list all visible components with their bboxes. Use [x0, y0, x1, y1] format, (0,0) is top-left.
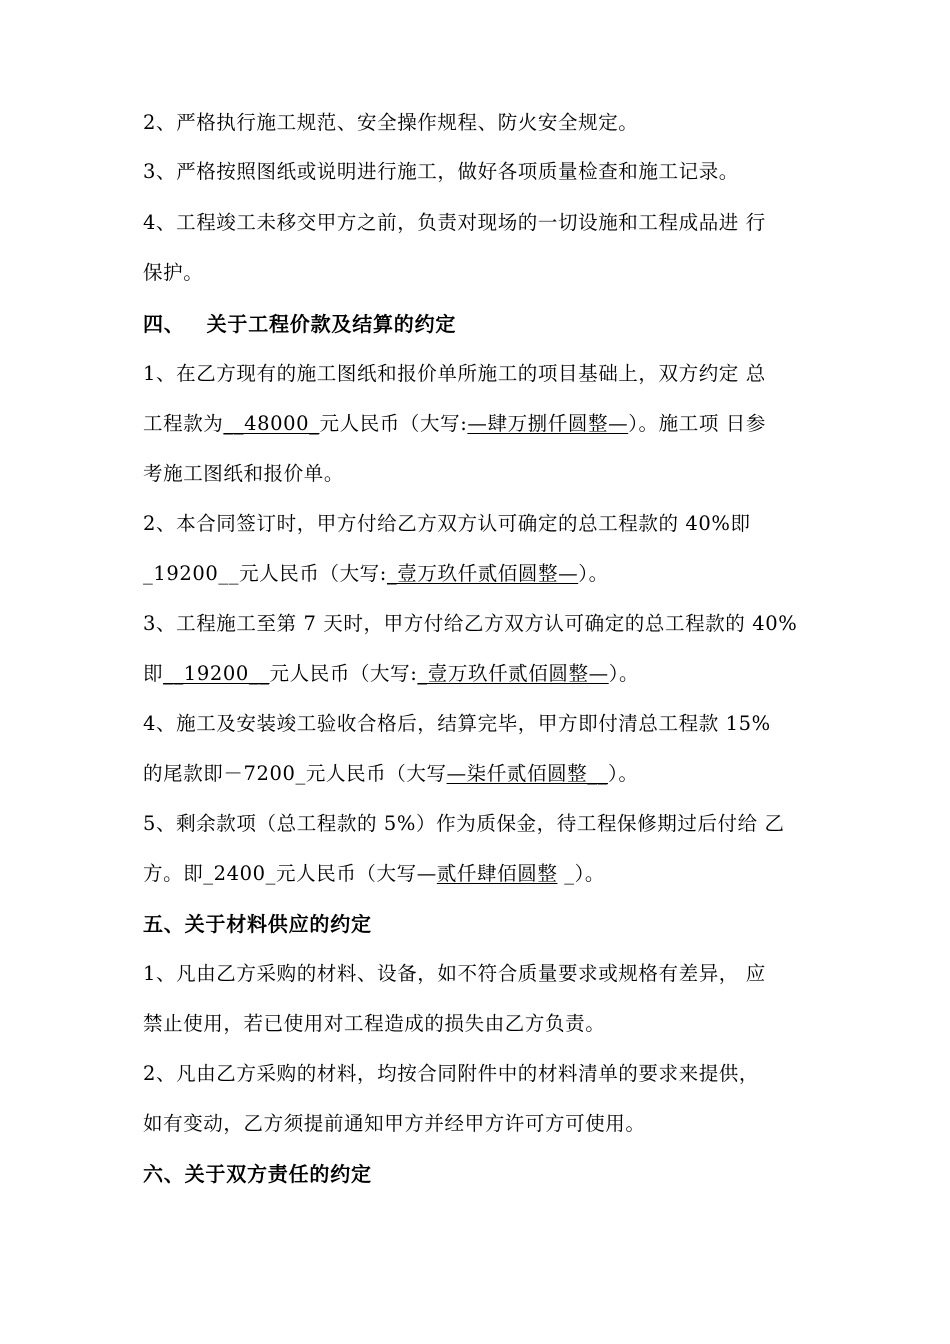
clause-4-item-1-line-2: [143, 411, 823, 437]
clause-3-item-2: 2、严格执行施工规范、安全操作规程、防火安全规定。: [143, 111, 639, 134]
section-5-heading: 五、关于材料供应的约定: [143, 912, 372, 936]
second-payment-amount: __19200__: [163, 662, 270, 685]
text: ）。: [608, 662, 640, 685]
text: ）。: [578, 562, 609, 585]
text: 即: [143, 662, 164, 685]
section-6-heading: 六、关于双方责任的约定: [143, 1162, 372, 1186]
second-payment-uppercase: _壹万玖仟贰佰圆整—: [417, 662, 609, 685]
clause-4-item-3-line-2: [143, 661, 823, 687]
clause-4-item-4-line-1: 4、施工及安装竣工验收合格后，结算完毕，甲方即付清总工程款 15%: [143, 712, 771, 735]
clause-5-item-1-line-2: 禁止使用，若已使用对工程造成的损失由乙方负责。: [143, 1012, 606, 1035]
clause-3-item-4-line-2: 保护。: [143, 261, 204, 284]
clause-5-item-2-line-1: 2、凡由乙方采购的材料，均按合同附件中的材料清单的要求来提供，: [143, 1062, 760, 1085]
text: ）。施工项 日参: [628, 412, 766, 435]
clause-4-item-1-line-3: 考施工图纸和报价单。: [143, 462, 345, 485]
clause-4-item-3-line-1: 3、工程施工至第 7 天时，甲方付给乙方双方认可确定的总工程款的 40%: [143, 612, 798, 635]
retention-uppercase: 贰仟肆佰圆整: [436, 862, 558, 885]
clause-4-item-4-line-2: [143, 761, 823, 787]
clause-5-item-2-line-2: 如有变动，乙方须提前通知甲方并经甲方许可方可使用。: [143, 1112, 646, 1135]
text: 方。即_2400_元人民币（大写—: [143, 862, 437, 885]
total-amount: __48000_: [223, 412, 320, 435]
section-4-heading: [143, 311, 823, 337]
text: 工程款为: [143, 412, 224, 435]
clause-4-item-2-line-1: 2、本合同签订时，甲方付给乙方双方认可确定的总工程款的 40%即: [143, 512, 751, 535]
clause-4-item-1-line-1: 1、在乙方现有的施工图纸和报价单所施工的项目基础上，双方约定 总: [143, 362, 766, 385]
clause-4-item-5-line-2: [143, 861, 823, 887]
clause-3-item-3: 3、严格按照图纸或说明进行施工，做好各项质量检查和施工记录。: [143, 160, 739, 183]
clause-3-item-4-line-1: 4、工程竣工未移交甲方之前，负责对现场的一切设施和工程成品进 行: [143, 211, 766, 234]
clause-4-item-2-line-2: [143, 561, 823, 587]
text: 元人民币（大写:: [319, 412, 468, 435]
text: _）。: [557, 862, 606, 885]
text: 的尾款即－7200_元人民币（大写: [143, 762, 447, 785]
text: _19200__元人民币（大写:: [143, 562, 387, 585]
section-4-title: 关于工程价款及结算的约定: [206, 312, 457, 336]
clause-5-item-1-line-1: 1、凡由乙方采购的材料、设备，如不符合质量要求或规格有差异， 应: [143, 962, 766, 985]
first-payment-uppercase: _壹万玖仟贰佰圆整—: [386, 562, 579, 585]
total-amount-uppercase: —肆万捌仟圆整—: [467, 412, 629, 435]
text: 元人民币（大写:: [269, 662, 418, 685]
clause-4-item-5-line-1: 5、剩余款项（总工程款的 5%）作为质保金，待工程保修期过后付给 乙: [143, 812, 785, 835]
final-payment-uppercase: —柒仟贰佰圆整__: [446, 762, 608, 785]
text: ）。: [607, 762, 639, 785]
section-4-number: 四、: [143, 312, 185, 336]
